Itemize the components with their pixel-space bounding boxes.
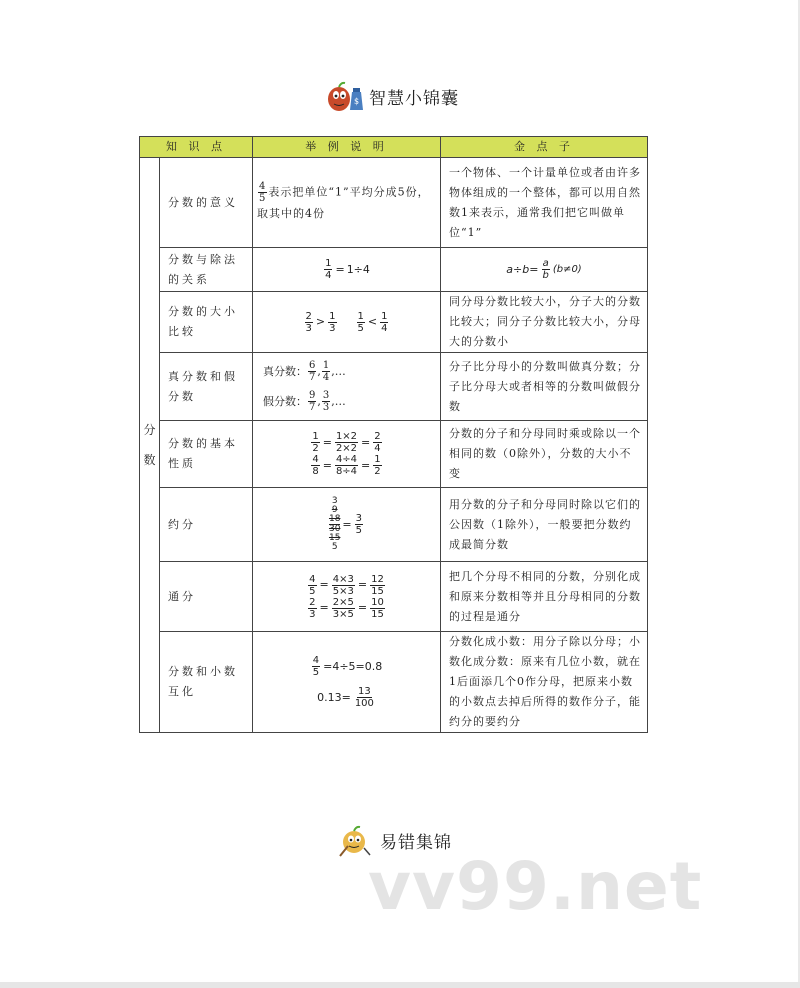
watermark: vv99.net <box>368 848 703 925</box>
table-row <box>140 562 648 632</box>
row-example: $\frac{1}{4}$ = 1÷4 <box>253 248 441 292</box>
fraction: $\frac{2}{3}$ <box>305 310 312 334</box>
row-tip: 同分母分数比较大小，分子大的分数比较大；同分子分数比较大小，分母大的分数小 <box>441 292 648 353</box>
row-tip <box>441 248 648 292</box>
ellipsis: ,… <box>331 364 346 378</box>
table-row <box>140 421 648 488</box>
fraction: $\frac{a}{b}$ <box>542 258 549 281</box>
row-tip: 用分数的分子和分母同时除以它们的公因数（1除外），一般要把分数约成最简分数 <box>441 488 648 562</box>
fraction: $\frac{4}{5}$ <box>259 181 267 204</box>
header-golden-tip: 金 点 子 <box>441 137 648 158</box>
apple-mascot-with-bag-icon <box>325 78 365 114</box>
fraction: $\frac{1}{4}$ <box>325 258 332 281</box>
row-example <box>253 158 441 248</box>
fraction: $\frac{1}{5}$ <box>357 310 364 334</box>
row-example <box>253 632 441 733</box>
table-row <box>140 292 648 353</box>
tip-condition: (b≠0) <box>552 263 582 275</box>
fraction: $\frac{1}{4}$ <box>322 360 330 383</box>
fraction: $\frac{1}{4}$ <box>381 310 388 334</box>
reduced-numerator: 3 <box>331 496 338 506</box>
row-name: 分数与除法的关系 <box>160 248 253 292</box>
row-name: 分数和小数互化 <box>160 632 253 733</box>
fraction: $\frac{9}{7}$ <box>309 390 316 413</box>
comparison-sign: > <box>315 315 326 328</box>
knowledge-table <box>139 136 648 733</box>
section-title-tips <box>325 78 459 114</box>
row-tip: 分数化成小数：用分子除以分母；小数化成分数：原来有几位小数，就在1后面添几个0作分母，把原来小数的小数点去掉后所得的数作分子，能约分的要约分 <box>441 632 648 733</box>
fraction: $\frac{3}{3}$ <box>322 390 330 413</box>
comparison-sign: < <box>367 315 378 328</box>
row-example: $\frac{1}{2}$ = $\frac{1\times 2}{2\times 2}$ = $\frac{2}{4}$ $\frac{4}{8}$ = $\frac{4\div 4}{8\div 4}$ = $\frac{1}{2}$ <box>253 421 441 488</box>
original-denominator: 30 <box>328 524 341 534</box>
svg-text:$: $ <box>353 97 360 106</box>
row-name: 真分数和假分数 <box>160 353 253 421</box>
row-example: $\frac{4}{5}$ = $\frac{4\times 3}{5\times 3}$ = $\frac{12}{15}$ $\frac{2}{3}$ = $\frac{2\times 5}{3\times 5}$ = $\frac{10}{15}$ <box>253 562 441 632</box>
ellipsis: ,… <box>331 394 346 408</box>
row-name: 约分 <box>160 488 253 562</box>
struck-denominator: 15 <box>328 533 341 543</box>
fraction: $\frac{1}{3}$ <box>329 310 336 334</box>
example-text: 表示把单位“1”平均分成5份，取其中的4份 <box>257 185 430 220</box>
topic-char: 数 <box>143 453 156 467</box>
fraction: $\frac{3}{5}$ <box>355 513 363 536</box>
struck-numerator: 9 <box>331 505 338 515</box>
row-tip: 分数的分子和分母同时乘或除以一个相同的数（0除外），分数的大小不变 <box>441 421 648 488</box>
row-name: 分数的大小比较 <box>160 292 253 353</box>
row-example <box>253 292 441 353</box>
table-row <box>140 158 648 248</box>
fraction: $\frac{4}{5}$ <box>312 655 320 678</box>
tip-lhs: a÷b= <box>506 262 539 276</box>
row-name: 通分 <box>160 562 253 632</box>
division-text: =4÷5=0.8 <box>323 659 383 673</box>
row-tip: 把几个分母不相同的分数，分别化成和原来分数相等并且分母相同的分数的过程是通分 <box>441 562 648 632</box>
fraction: $\frac{6}{7}$ <box>309 360 316 383</box>
row-name: 分数的基本性质 <box>160 421 253 488</box>
header-example: 举 例 说 明 <box>253 137 441 158</box>
table-row <box>140 632 648 733</box>
table-header-row <box>140 137 648 158</box>
quotient-text: 1÷4 <box>346 262 370 276</box>
page-bottom-band <box>0 982 800 988</box>
decimal-text: 0.13= <box>317 690 351 704</box>
table-row <box>140 353 648 421</box>
improper-fraction-label: 假分数： <box>263 394 307 408</box>
original-numerator: 18 <box>328 514 341 524</box>
fraction: $\frac{13}{100}$ <box>354 686 374 709</box>
row-example: 真分数： $\frac{6}{7}$ , $\frac{1}{4}$ ,… 假分数： $\frac{9}{7}$ , $\frac{3}{3}$ ,… <box>253 353 441 421</box>
table-row <box>140 248 648 292</box>
table-row <box>140 488 648 562</box>
header-knowledge-point: 知 识 点 <box>140 137 253 158</box>
row-tip: 一个物体、一个计量单位或者由许多物体组成的一个整体，都可以用自然数1来表示，通常我们把它叫做单位“1” <box>441 158 648 248</box>
topic-cell <box>140 158 160 733</box>
proper-fraction-label: 真分数： <box>263 364 307 378</box>
row-example: 3 9 18 30 15 5 = $\frac{3}{5}$ <box>253 488 441 562</box>
row-name: 分数的意义 <box>160 158 253 248</box>
row-tip: 分子比分母小的分数叫做真分数；分子比分母大或者相等的分数叫做假分数 <box>441 353 648 421</box>
reduced-denominator: 5 <box>331 542 338 552</box>
topic-char: 分 <box>143 423 156 437</box>
section-title-label: 智慧小锦囊 <box>369 88 459 109</box>
section-title-label: 易错集锦 <box>380 832 452 853</box>
